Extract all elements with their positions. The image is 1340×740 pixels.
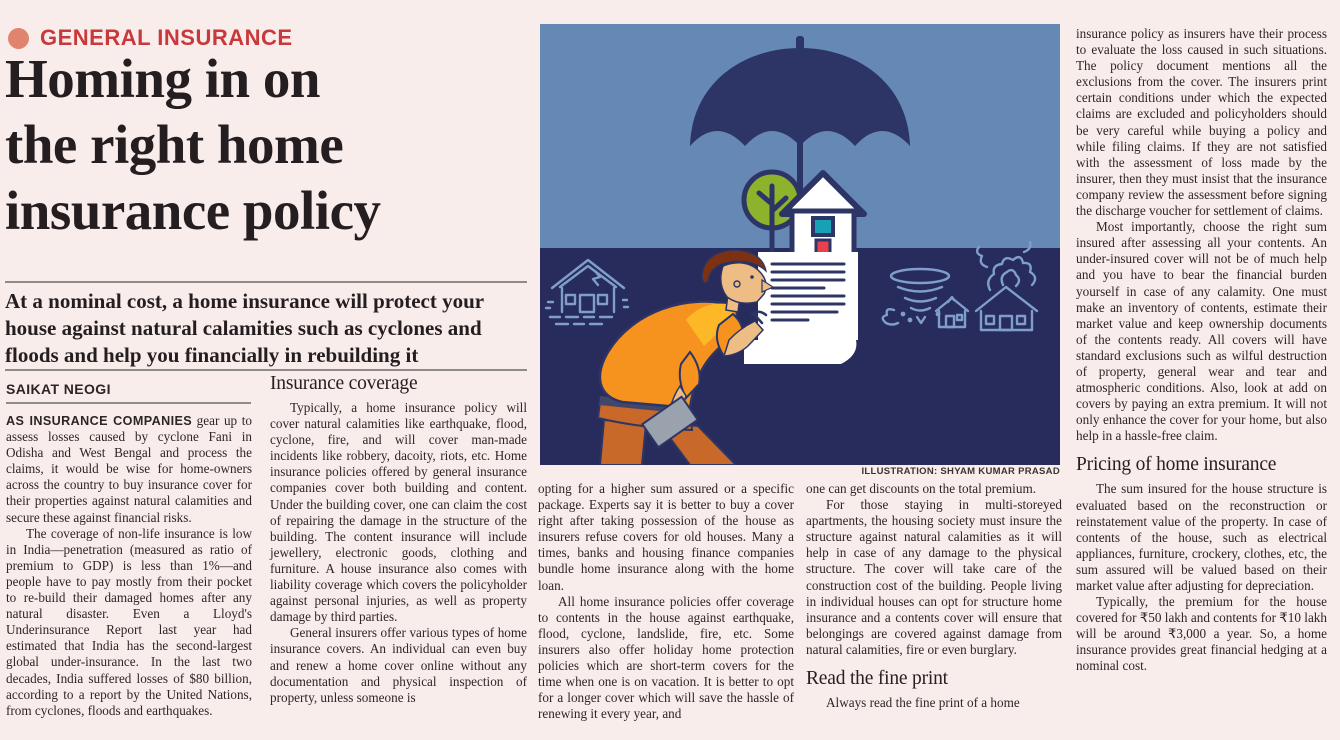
paragraph: General insurers offer various types of home insurance covers. An individual can even buy and renew a home cover online without any documentation and physical inspection of property, unless someone is [270, 625, 527, 705]
paragraph: All home insurance policies offer coverage to contents in the house against earthquake, flood, cyclone, landslide, fire, etc. Some insurers also offer holiday home protection policies which are short-term covers for the time when one is on vacation. It is better to opt for a longer cover which will save the hassle of renewing it every year, and [538, 593, 794, 722]
standfirst: At a nominal cost, a home insurance will protect your house against natural calamities such as cyclones and floods and help you financially in rebuilding it [5, 289, 484, 367]
rule-below-standfirst [5, 369, 527, 371]
headline-line-1: Homing in on [5, 48, 320, 109]
rule-below-byline [6, 402, 251, 404]
paragraph: one can get discounts on the total premium. [806, 481, 1036, 496]
illustration [540, 24, 1060, 465]
section-heading-pricing: Pricing of home insurance [1076, 454, 1277, 476]
section-heading-insurance-coverage: Insurance coverage [270, 373, 418, 394]
paragraph: opting for a higher sum assured or a specific package. Experts say it is better to buy a cover right after taking possession of the house as insurers refuse covers for old houses. Many a times, banks and housing finance companies bundle home insurance along with the home loan. [538, 481, 794, 593]
kicker-label: GENERAL INSURANCE [40, 25, 293, 50]
body-column-5 [1076, 26, 1327, 675]
section-heading-read-fine-print: Read the fine print [806, 668, 948, 690]
body-column-1 [6, 413, 252, 719]
illustration-credit: ILLUSTRATION: SHYAM KUMAR PRASAD [861, 466, 1060, 477]
paragraph: Most importantly, choose the right sum insured after assessing all your contents. An under-insured cover will not be of much help and you have to bear the financial burden yourself in case of any calamity. One must make an inventory of contents, estimate their market value and keep ownership documents of the contents ready. All covers will have standard exclusions such as wilful destruction of property, general wear and tear and atmospheric conditions. Also, look at add on covers by paying an extra premium. It will not only enhance the cover for your home, but also help in a hassle-free claim. [1076, 219, 1327, 444]
paragraph: The coverage of non-life insurance is low in India—penetration (measured as ratio of premium to GDP) is less than 1%—and people have to pay mostly from their pocket to re-build their damaged homes after any natural disaster. Even a Lloyd's Underinsurance Report last year had estimated that India has the second-largest global under-insurance. In the last two decades, India suffered losses of $80 billion, according to a report by the United Nations, from cyclones, floods and earthquakes. [6, 525, 252, 718]
rule-above-standfirst [5, 281, 527, 283]
paragraph: insurance policy as insurers have their process to evaluate the loss caused in such situations. The policy document mentions all the exclusions from the cover. The insurers print certain conditions under which the expected claims are excluded and policyholders should be very careful while buying a policy and while filing claims. If they are not satisfied with the assessment of loss made by the insurer, then they must insist that the insurance company review the assessment before signing the discharge voucher for settlement of claims. [1076, 26, 1327, 219]
paragraph: For those staying in multi-storeyed apartments, the housing society must insure the structure against natural calamities as it will help in case of any damage to the physical structure. The cover will take care of the construction cost of the building. People living in individual houses can opt for structure home insurance and a contents cover will ensure that belongings are covered against damage from natural calamities, fire or even burglary. [806, 497, 1062, 657]
lead-in: AS INSURANCE COMPANIES [6, 414, 193, 428]
paragraph: Always read the fine print of a home [826, 695, 1020, 711]
paragraph: The sum insured for the house structure is evaluated based on the reconstruction or reinstatement value of the property. In case of contents of the house, such as electrical appliances, furniture, crockery, clothes, etc, the sum assured will be valued based on their market value after adjusting for depreciation. [1076, 481, 1327, 593]
paragraph: Typically, a home insurance policy will cover natural calamities like earthquake, flood, cyclone, fire, and will cover man-made incidents like robbery, dacoity, riots, etc. Home insurance policies offered by general insurance companies cover both building and content. Under the building cover, one can claim the cost of repairing the damage in the structure of the building. The content insurance will include jewellery, electronic goods, clothing and furniture. A house insurance also comes with liability coverage which covers the policyholder against personal injuries, as well as property damage by third parties. [270, 400, 527, 625]
headline-line-3: insurance policy [5, 180, 381, 241]
headline-line-2: the right home [5, 114, 344, 175]
policy-document-icon [744, 252, 858, 364]
paragraph: AS INSURANCE COMPANIES gear up to assess losses caused by cyclone Fani in Odisha and West Bengal and process the claims, it would be wise for home-owners across the country to buy insurance cover for their properties against natural calamities and secure these against financial risks. [6, 413, 253, 525]
body-column-2 [270, 372, 527, 706]
byline: SAIKAT NEOGI [6, 381, 111, 397]
headline [5, 46, 535, 244]
body-column-3 [538, 481, 794, 722]
paragraph: Typically, the premium for the house covered for ₹50 lakh and contents for ₹10 lakh will be around ₹3,000 a year. So, a home insurance provides great financial hedging at a nominal cost. [1076, 594, 1327, 674]
body-column-4 [806, 481, 1062, 711]
